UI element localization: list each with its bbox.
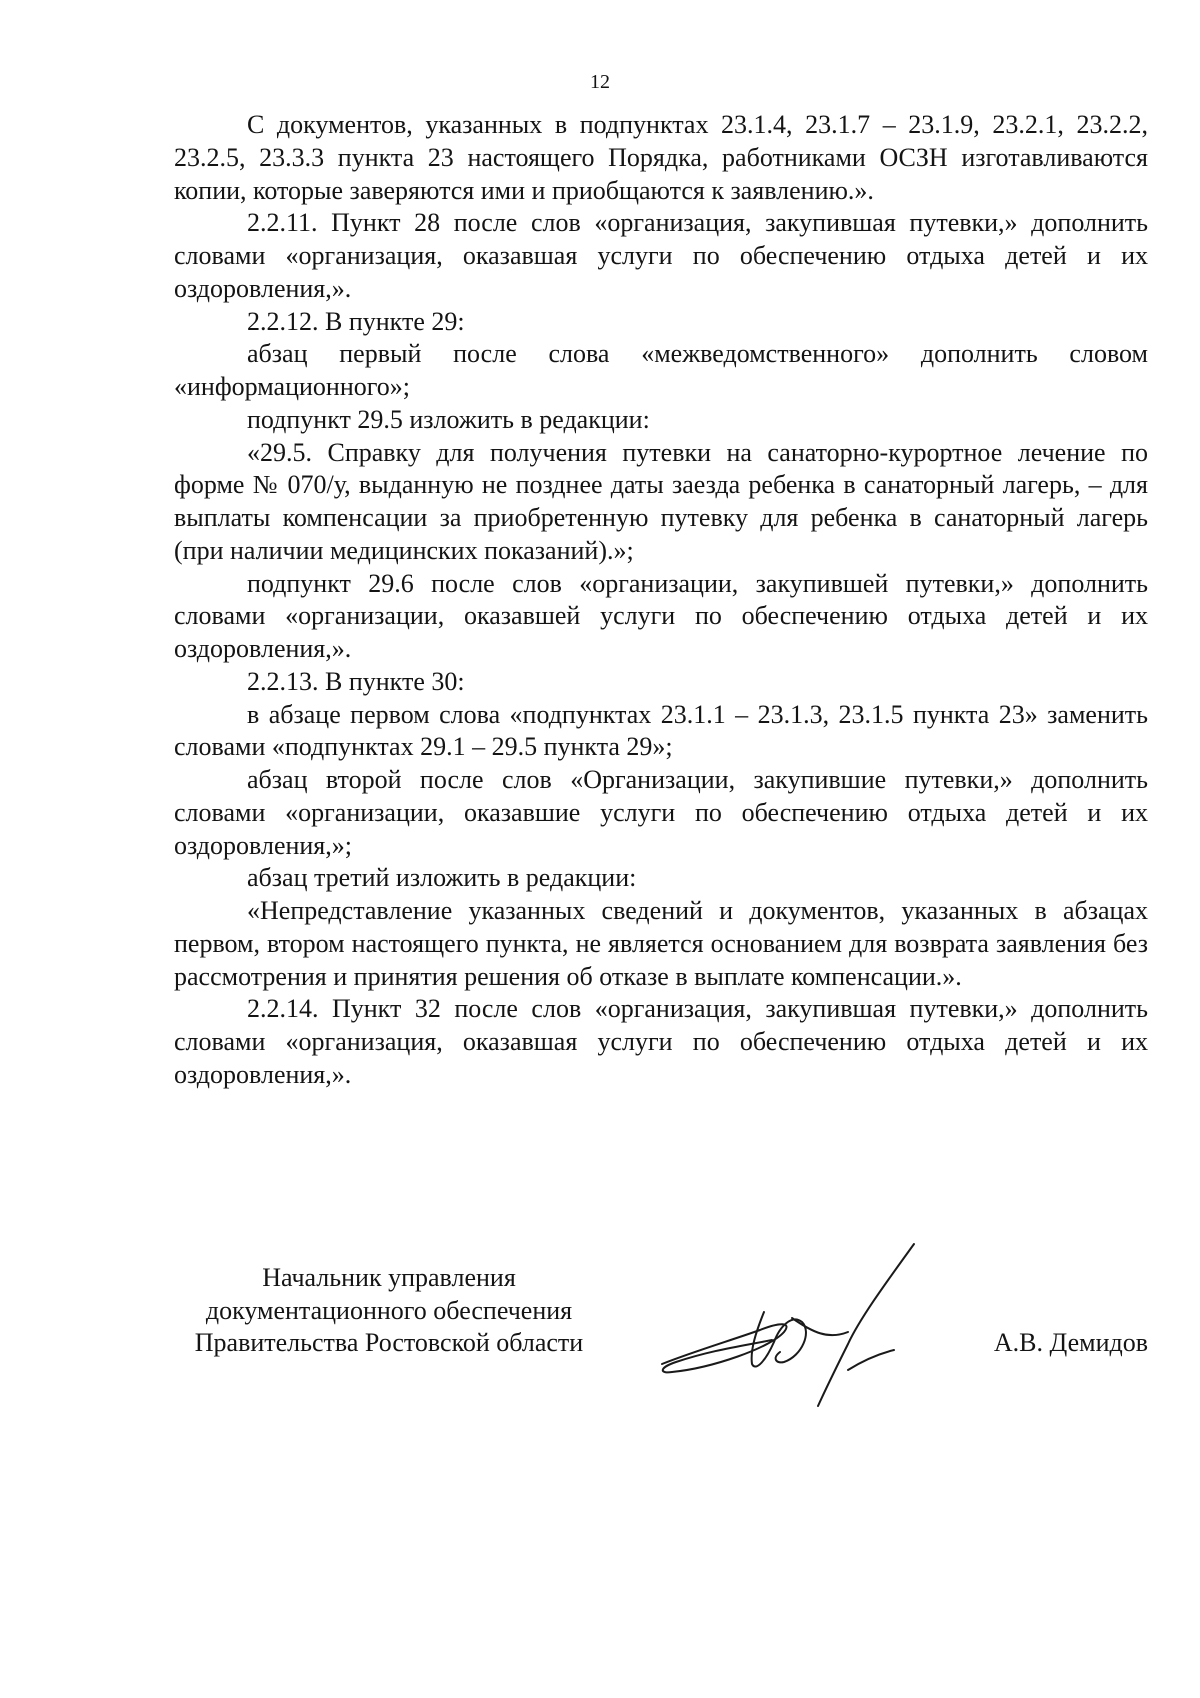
signature-stroke-long — [818, 1244, 914, 1406]
signer-title-line: документационного обеспечения — [205, 1295, 573, 1325]
paragraph-third-abzats-intro: абзац третий изложить в редакции: — [247, 863, 637, 893]
signature-stroke-loop — [662, 1324, 787, 1372]
page-number: 12 — [590, 71, 610, 93]
signer-name: А.В. Демидов — [993, 1328, 1148, 1357]
paragraph-subpoint-29-6: подпункт 29.6 после слов «организации, закупившей путевки,» дополнить словами «организации, оказавшей услуги по обеспечению отдыха детей и их оздоровления,». — [174, 568, 1148, 663]
signer-title — [174, 1262, 604, 1360]
paragraph-2-2-14: 2.2.14. Пункт 32 после слов «организация, закупившая путевки,» дополнить словами «организация, оказавшая услуги по обеспечению отдыха детей и их оздоровления,». — [174, 994, 1148, 1089]
signature-stroke-letter — [752, 1312, 806, 1367]
paragraph-first-abzats-30: в абзаце первом слова «подпунктах 23.1.1 – 23.1.3, 23.1.5 пункта 23» заменить словами «подпунктах 29.1 – 29.5 пункта 29»; — [174, 699, 1148, 762]
paragraph-intro-copies: С документов, указанных в подпунктах 23.1.4, 23.1.7 – 23.1.9, 23.2.1, 23.2.2, 23.2.5, 23.3.3 пункта 23 настоящего Порядка, работниками ОСЗН изготавливаются копии, которые заверяются ими и приобщаются к заявлению.». — [174, 110, 1148, 205]
paragraph-second-abzats-30: абзац второй после слов «Организации, закупившие путевки,» дополнить словами «организации, оказавшие услуги по обеспечению отдыха детей и их оздоровления,»; — [174, 765, 1148, 860]
paragraph-third-abzats-text: «Непредставление указанных сведений и документов, указанных в абзацах первом, втором настоящего пункта, не является основанием для возврата заявления без рассмотрения и принятия решения об отказе в выплате компенсации.». — [174, 896, 1148, 991]
paragraph-2-2-12: 2.2.12. В пункте 29: — [247, 306, 465, 336]
signer-title-line: Правительства Ростовской области — [194, 1328, 584, 1357]
paragraph-first-abzats-29: абзац первый после слова «межведомственного» дополнить словом «информационного»; — [174, 339, 1148, 401]
handwritten-signature — [652, 1222, 942, 1412]
signature-stroke-tail — [848, 1350, 894, 1370]
signature-block — [174, 1262, 1148, 1402]
document-body — [174, 109, 1148, 1092]
paragraph-subpoint-29-5-intro: подпункт 29.5 изложить в редакции: — [247, 404, 650, 434]
paragraph-2-2-11: 2.2.11. Пункт 28 после слов «организация, закупившая путевки,» дополнить словами «организация, оказавшая услуги по обеспечению отдыха детей и их оздоровления,». — [174, 208, 1148, 303]
signer-title-line: Начальник управления — [262, 1263, 516, 1292]
paragraph-2-2-13: 2.2.13. В пункте 30: — [247, 666, 465, 696]
paragraph-subpoint-29-5-text: «29.5. Справку для получения путевки на санаторно-курортное лечение по форме № 070/у, выданную не позднее даты заезда ребенка в санаторный лагерь, – для выплаты компенсации за приобретенную путевку для ребенка в санаторный лагерь (при наличии медицинских показаний).»; — [174, 437, 1148, 565]
